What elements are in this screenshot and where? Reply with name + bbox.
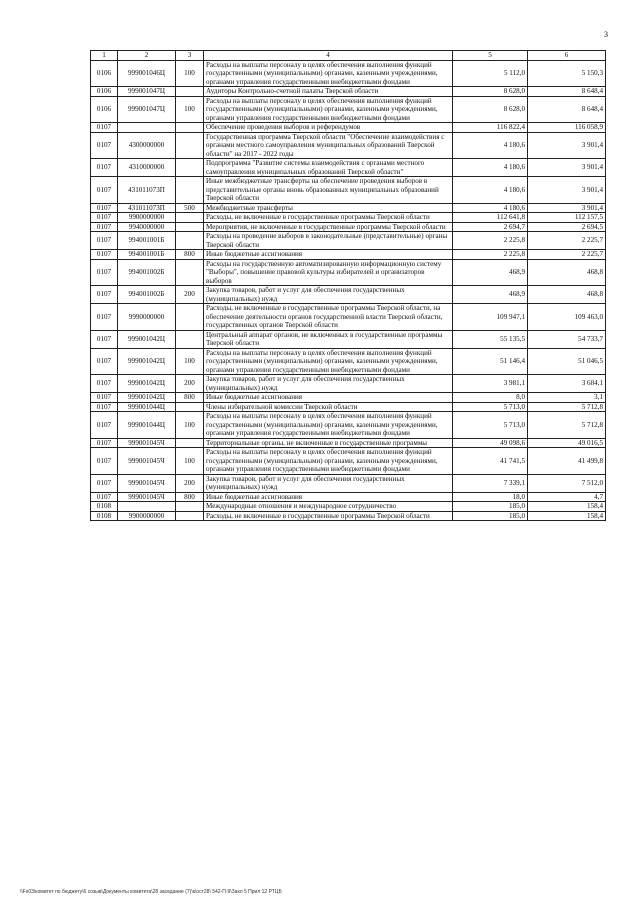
amount-col6-cell: 41 499,8 (528, 448, 606, 475)
target-article-cell: 999001045Ч (118, 448, 176, 475)
expense-type-cell (176, 132, 204, 159)
amount-col6-cell: 3 901,4 (528, 132, 606, 159)
section-code-cell: 0107 (91, 132, 118, 159)
table-row (91, 259, 606, 286)
table-row (91, 393, 606, 403)
expense-type-cell (176, 87, 204, 97)
description-cell: Расходы, не включенные в государственные программы Тверской области (204, 213, 453, 223)
amount-col6-cell: 3 901,4 (528, 203, 606, 213)
expense-type-cell: 100 (176, 96, 204, 123)
description-cell: Расходы на выплаты персоналу в целях обеспечения выполнения функций государственными (муниципальными) органами, казенными учреждениями, органами управления государственными внебюджетными фондами (204, 448, 453, 475)
amount-col6-cell: 5 712,8 (528, 402, 606, 412)
amount-col5-cell: 51 146,4 (453, 348, 528, 375)
expense-type-cell (176, 123, 204, 133)
amount-col5-cell: 185,0 (453, 502, 528, 512)
table-row (91, 286, 606, 304)
description-cell: Межбюджетные трансферты (204, 203, 453, 213)
expense-type-cell (176, 511, 204, 521)
table-row (91, 375, 606, 393)
section-code-cell: 0107 (91, 438, 118, 448)
expense-type-cell (176, 304, 204, 331)
target-article-cell: 999001042Ц (118, 375, 176, 393)
section-code-cell: 0107 (91, 304, 118, 331)
description-cell: Иные бюджетные ассигнования (204, 492, 453, 502)
description-cell: Аудиторы Контрольно-счетной палаты Тверской области (204, 87, 453, 97)
description-cell: Расходы на выплаты персоналу в целях обеспечения выполнения функций государственными (муниципальными) органами, казенными учреждениями, органами управления государственными внебюджетными фондами (204, 348, 453, 375)
description-cell: Подпрограмма "Развитие системы взаимодействия с органами местного самоуправления муниципальных образований Тверской области" (204, 159, 453, 177)
section-code-cell: 0107 (91, 123, 118, 133)
section-code-cell: 0107 (91, 402, 118, 412)
amount-col6-cell: 3,1 (528, 393, 606, 403)
amount-col6-cell: 7 512,0 (528, 474, 606, 492)
description-cell: Закупка товаров, работ и услуг для обеспечения государственных (муниципальных) нужд (204, 286, 453, 304)
amount-col6-cell: 5 712,8 (528, 412, 606, 439)
section-code-cell: 0107 (91, 286, 118, 304)
table-row (91, 123, 606, 133)
amount-col5-cell: 112 641,8 (453, 213, 528, 223)
section-code-cell: 0107 (91, 492, 118, 502)
target-article-cell: 999001046Ц (118, 60, 176, 87)
description-cell: Центральный аппарат органов, не включенных в государственные программы Тверской области (204, 330, 453, 348)
description-cell: Члены избирательной комиссии Тверской области (204, 402, 453, 412)
section-code-cell: 0108 (91, 511, 118, 521)
target-article-cell: 4300000000 (118, 132, 176, 159)
file-path-footer: \\Fs03\комитет по бюджету\6 созыв\Документы комитета\28 заседание (7)\к\ост28\ 542-П-9\Закл 5 Прил 12 РТЦБ (20, 889, 282, 895)
expense-type-cell (176, 438, 204, 448)
target-article-cell: 9990000000 (118, 304, 176, 331)
table-row (91, 502, 606, 512)
table-row (91, 474, 606, 492)
description-cell: Государственная программа Тверской области "Обеспечение взаимодействия с органами местного самоуправления муниципальных образований Тверской области" на 2017 - 2022 годы (204, 132, 453, 159)
amount-col6-cell: 468,8 (528, 286, 606, 304)
section-code-cell: 0107 (91, 259, 118, 286)
table-row (91, 232, 606, 250)
amount-col6-cell: 4,7 (528, 492, 606, 502)
description-cell: Расходы, не включенные в государственные программы Тверской области (204, 511, 453, 521)
amount-col5-cell: 3 981,1 (453, 375, 528, 393)
table-row (91, 304, 606, 331)
table-row (91, 132, 606, 159)
amount-col5-cell: 8,0 (453, 393, 528, 403)
table-row (91, 448, 606, 475)
amount-col5-cell: 4 180,6 (453, 203, 528, 213)
amount-col5-cell: 2 694,7 (453, 222, 528, 232)
table-row (91, 412, 606, 439)
section-code-cell: 0107 (91, 474, 118, 492)
expense-type-cell (176, 177, 204, 204)
amount-col6-cell: 2 225,7 (528, 250, 606, 260)
table-row (91, 402, 606, 412)
target-article-cell: 994001002Б (118, 286, 176, 304)
table-row (91, 203, 606, 213)
amount-col5-cell: 109 947,1 (453, 304, 528, 331)
table-row (91, 348, 606, 375)
expense-type-cell: 100 (176, 348, 204, 375)
page-number: 3 (604, 30, 608, 39)
table-row (91, 330, 606, 348)
expense-type-cell (176, 330, 204, 348)
target-article-cell: 999001047Ц (118, 87, 176, 97)
expense-type-cell (176, 213, 204, 223)
expense-type-cell (176, 159, 204, 177)
target-article-cell: 999001045Ч (118, 492, 176, 502)
table-row (91, 438, 606, 448)
description-cell: Международные отношения и международное сотрудничество (204, 502, 453, 512)
target-article-cell: 999001047Ц (118, 96, 176, 123)
target-article-cell: 999001042Ц (118, 348, 176, 375)
amount-col5-cell: 4 180,6 (453, 159, 528, 177)
amount-col5-cell: 2 225,8 (453, 250, 528, 260)
expense-type-cell: 800 (176, 393, 204, 403)
table-row (91, 177, 606, 204)
header-col-5: 5 (453, 51, 528, 61)
section-code-cell: 0107 (91, 177, 118, 204)
section-code-cell: 0107 (91, 330, 118, 348)
section-code-cell: 0108 (91, 502, 118, 512)
amount-col5-cell: 18,0 (453, 492, 528, 502)
table-row (91, 159, 606, 177)
description-cell: Иные межбюджетные трансферты на обеспечение проведения выборов в представительные органы вновь образованных муниципальных образований Тверской области (204, 177, 453, 204)
amount-col5-cell: 2 225,8 (453, 232, 528, 250)
description-cell: Расходы, не включенные в государственные программы Тверской области, на обеспечение деятельности органов государственной власти Тверской области, государственных органов Тверской области (204, 304, 453, 331)
table-row (91, 250, 606, 260)
section-code-cell: 0107 (91, 393, 118, 403)
table-row (91, 87, 606, 97)
table-row (91, 213, 606, 223)
amount-col5-cell: 468,9 (453, 286, 528, 304)
section-code-cell: 0106 (91, 96, 118, 123)
amount-col6-cell: 3 901,4 (528, 177, 606, 204)
section-code-cell: 0107 (91, 222, 118, 232)
target-article-cell: 431011073П (118, 203, 176, 213)
table-row (91, 222, 606, 232)
amount-col6-cell: 158,4 (528, 511, 606, 521)
amount-col6-cell: 5 150,3 (528, 60, 606, 87)
expense-type-cell (176, 222, 204, 232)
amount-col5-cell: 55 135,5 (453, 330, 528, 348)
amount-col6-cell: 109 463,0 (528, 304, 606, 331)
table-row (91, 511, 606, 521)
description-cell: Обеспечение проведения выборов и референдумов (204, 123, 453, 133)
target-article-cell: 999001044Ц (118, 402, 176, 412)
expense-type-cell: 200 (176, 474, 204, 492)
target-article-cell: 999001045Ч (118, 474, 176, 492)
amount-col5-cell: 116 822,4 (453, 123, 528, 133)
section-code-cell: 0107 (91, 232, 118, 250)
section-code-cell: 0107 (91, 203, 118, 213)
amount-col6-cell: 3 901,4 (528, 159, 606, 177)
description-cell: Расходы на проведение выборов в законодательные (представительные) органы Тверской области (204, 232, 453, 250)
section-code-cell: 0107 (91, 159, 118, 177)
description-cell: Территориальные органы, не включенные в государственные программы (204, 438, 453, 448)
section-code-cell: 0107 (91, 412, 118, 439)
target-article-cell (118, 123, 176, 133)
description-cell: Расходы на государственную автоматизированную информационную систему "Выборы", повышение правовой культуры избирателей и организаторов выборов (204, 259, 453, 286)
section-code-cell: 0106 (91, 87, 118, 97)
target-article-cell: 9900000000 (118, 511, 176, 521)
section-code-cell: 0107 (91, 213, 118, 223)
budget-table (90, 50, 606, 521)
target-article-cell: 999001044Ц (118, 412, 176, 439)
target-article-cell: 4310000000 (118, 159, 176, 177)
table-header-row (91, 51, 606, 61)
amount-col6-cell: 54 733,7 (528, 330, 606, 348)
amount-col6-cell: 468,8 (528, 259, 606, 286)
target-article-cell: 999001042Ц (118, 393, 176, 403)
expense-type-cell: 800 (176, 492, 204, 502)
section-code-cell: 0107 (91, 448, 118, 475)
section-code-cell: 0107 (91, 375, 118, 393)
amount-col5-cell: 8 628,0 (453, 96, 528, 123)
expense-type-cell: 100 (176, 60, 204, 87)
table-row (91, 492, 606, 502)
amount-col5-cell: 5 112,0 (453, 60, 528, 87)
expense-type-cell: 500 (176, 203, 204, 213)
amount-col6-cell: 116 058,9 (528, 123, 606, 133)
expense-type-cell: 100 (176, 412, 204, 439)
expense-type-cell: 100 (176, 448, 204, 475)
amount-col6-cell: 8 648,4 (528, 87, 606, 97)
target-article-cell: 994001001Б (118, 250, 176, 260)
target-article-cell: 431011073П (118, 177, 176, 204)
amount-col6-cell: 8 648,4 (528, 96, 606, 123)
expense-type-cell (176, 259, 204, 286)
header-col-4: 4 (204, 51, 453, 61)
description-cell: Иные бюджетные ассигнования (204, 393, 453, 403)
section-code-cell: 0107 (91, 348, 118, 375)
header-col-3: 3 (176, 51, 204, 61)
amount-col5-cell: 49 098,6 (453, 438, 528, 448)
amount-col5-cell: 4 180,6 (453, 177, 528, 204)
target-article-cell: 9940000000 (118, 222, 176, 232)
section-code-cell: 0107 (91, 250, 118, 260)
description-cell: Расходы на выплаты персоналу в целях обеспечения выполнения функций государственными (муниципальными) органами, казенными учреждениями, органами управления государственными внебюджетными фондами (204, 96, 453, 123)
target-article-cell (118, 502, 176, 512)
amount-col5-cell: 5 713,0 (453, 412, 528, 439)
amount-col6-cell: 51 046,5 (528, 348, 606, 375)
amount-col5-cell: 4 180,6 (453, 132, 528, 159)
table-row (91, 96, 606, 123)
amount-col6-cell: 2 694,5 (528, 222, 606, 232)
section-code-cell: 0106 (91, 60, 118, 87)
expense-type-cell (176, 402, 204, 412)
target-article-cell: 994001002Б (118, 259, 176, 286)
description-cell: Закупка товаров, работ и услуг для обеспечения государственных (муниципальных) нужд (204, 375, 453, 393)
description-cell: Закупка товаров, работ и услуг для обеспечения государственных (муниципальных) нужд (204, 474, 453, 492)
amount-col5-cell: 185,0 (453, 511, 528, 521)
expense-type-cell (176, 502, 204, 512)
amount-col6-cell: 3 684,1 (528, 375, 606, 393)
target-article-cell: 999001042Ц (118, 330, 176, 348)
target-article-cell: 994001001Б (118, 232, 176, 250)
expense-type-cell: 200 (176, 375, 204, 393)
table-row (91, 60, 606, 87)
expense-type-cell: 800 (176, 250, 204, 260)
amount-col6-cell: 112 157,5 (528, 213, 606, 223)
header-col-6: 6 (528, 51, 606, 61)
amount-col5-cell: 5 713,0 (453, 402, 528, 412)
amount-col5-cell: 468,9 (453, 259, 528, 286)
amount-col5-cell: 8 628,0 (453, 87, 528, 97)
amount-col6-cell: 2 225,7 (528, 232, 606, 250)
amount-col5-cell: 41 741,5 (453, 448, 528, 475)
description-cell: Расходы на выплаты персоналу в целях обеспечения выполнения функций государственными (муниципальными) органами, казенными учреждениями, органами управления государственными внебюджетными фондами (204, 412, 453, 439)
amount-col5-cell: 7 339,1 (453, 474, 528, 492)
header-col-1: 1 (91, 51, 118, 61)
amount-col6-cell: 49 016,5 (528, 438, 606, 448)
description-cell: Расходы на выплаты персоналу в целях обеспечения выполнения функций государственными (муниципальными) органами, казенными учреждениями, органами управления государственными внебюджетными фондами (204, 60, 453, 87)
amount-col6-cell: 158,4 (528, 502, 606, 512)
description-cell: Иные бюджетные ассигнования (204, 250, 453, 260)
target-article-cell: 9900000000 (118, 213, 176, 223)
target-article-cell: 999001045Ч (118, 438, 176, 448)
expense-type-cell (176, 232, 204, 250)
header-col-2: 2 (118, 51, 176, 61)
description-cell: Мероприятия, не включенные в государственные программы Тверской области (204, 222, 453, 232)
expense-type-cell: 200 (176, 286, 204, 304)
